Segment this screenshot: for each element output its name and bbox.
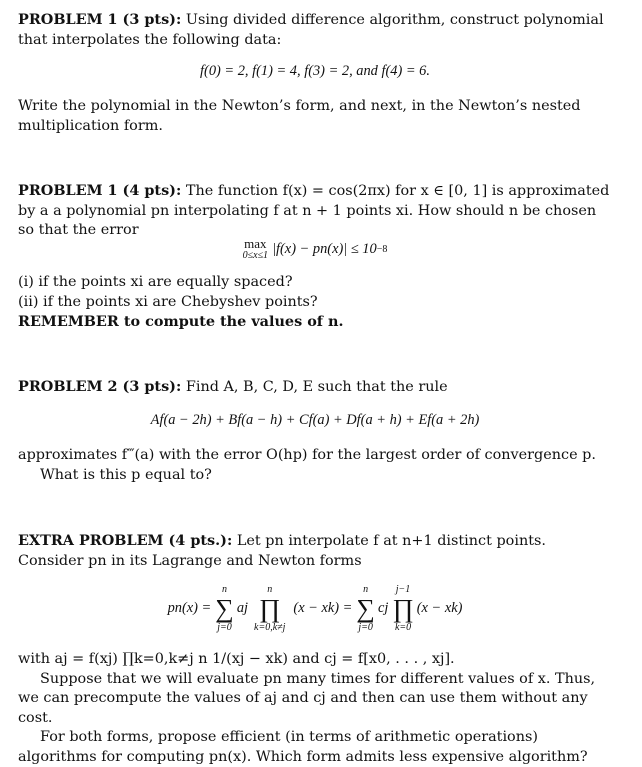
extra-paragraph-1: Suppose that we will evaluate pn many times for different values of x. Thus, we can precompute the values of aj and cj and then can use them without any cost. xyxy=(18,670,596,726)
problem-1-instructions-block xyxy=(18,97,612,136)
extra-problem-body xyxy=(18,650,612,767)
problem-2-question: What is this p equal to? xyxy=(40,466,212,483)
sum1-term: aj xyxy=(236,600,249,617)
prod2-pi: ∏ xyxy=(392,594,414,623)
problem-2-intro: Find A, B, C, D, E such that the rule xyxy=(185,379,448,395)
problem-1b-parts xyxy=(18,273,612,332)
prod2-lower: k=0 xyxy=(394,622,412,633)
problem-1-intro-paragraph xyxy=(18,10,612,50)
max-range: 0≤x≤1 xyxy=(242,250,269,261)
extra-paragraph-2: For both forms, propose efficient (in terms of arithmetic operations) algorithms for computing pn(x). Which form admits less expensive algorithm? xyxy=(18,729,588,765)
problem-1b-intro-paragraph xyxy=(18,181,612,241)
interpolation-data: f(0) = 2, f(1) = 4, f(3) = 2, and f(4) = 6. xyxy=(200,63,430,79)
error-expression: |f(x) − pn(x)| ≤ 10 xyxy=(272,241,377,258)
prod1-upper: n xyxy=(267,584,273,595)
extra-problem-section xyxy=(18,531,612,571)
extra-problem-intro: Let pn interpolate f at n+1 distinct points. Consider pn in its Lagrange and Newton forms xyxy=(18,533,546,569)
max-operator xyxy=(243,238,268,262)
prod1-pi: ∏ xyxy=(259,594,281,623)
problem-2-intro-paragraph xyxy=(18,377,612,398)
max-label: max xyxy=(244,236,267,251)
problem-1-data-line xyxy=(18,62,612,82)
problem-1-heading: PROBLEM 1 (3 pts): xyxy=(18,11,182,28)
extra-problem-intro-paragraph xyxy=(18,531,612,571)
problem-1-section xyxy=(18,10,612,50)
error-bound-formula xyxy=(18,238,612,262)
problem-2-approx-block xyxy=(18,446,612,485)
difference-rule xyxy=(18,411,612,431)
sum-operator-2 xyxy=(356,584,375,634)
sum2-term: cj xyxy=(377,600,389,617)
problem-1-instructions: Write the polynomial in the Newton’s form, and next, in the Newton’s nested multiplication form. xyxy=(18,98,581,134)
remember-note: REMEMBER to compute the values of n. xyxy=(18,313,344,330)
problem-1b-heading: PROBLEM 1 (4 pts): xyxy=(18,182,182,199)
problem-2-approx: approximates f‴(a) with the error O(hp) for the largest order of convergence p. xyxy=(18,447,596,463)
prod2-term: (x − xk) xyxy=(416,600,463,617)
extra-problem-heading: EXTRA PROBLEM (4 pts.): xyxy=(18,532,233,549)
sum2-lower: j=0 xyxy=(358,622,373,633)
problem-2-heading: PROBLEM 2 (3 pts): xyxy=(18,378,182,395)
prod1-term: (x − xk) = xyxy=(293,600,353,617)
prod2-upper: j−1 xyxy=(395,584,411,595)
sum2-upper: n xyxy=(363,584,369,595)
lagrange-newton-formula xyxy=(18,584,612,634)
problem-1b-intro: The function f(x) = cos(2πx) for x ∈ [0, 1] is approximated by a a polynomial pn interpolating f at n + 1 points xi. How should n be chosen so that the error xyxy=(18,183,610,238)
problem-2-section xyxy=(18,377,612,398)
sum-operator-1 xyxy=(215,584,234,634)
error-exponent: −8 xyxy=(376,244,388,256)
formula-lhs: pn(x) = xyxy=(167,600,212,617)
difference-rule-expression: Af(a − 2h) + Bf(a − h) + Cf(a) + Df(a + h) + Ef(a + 2h) xyxy=(150,412,480,428)
part-ii: (ii) if the points xi are Chebyshev points? xyxy=(18,293,318,310)
problem-1-intro: Using divided difference algorithm, construct polynomial that interpolates the following data: xyxy=(18,12,604,48)
product-operator-1 xyxy=(254,584,285,634)
coefficient-definitions: with aj = f(xj) ∏k=0,k≠j n 1/(xj − xk) and cj = f[x0, . . . , xj]. xyxy=(18,651,455,667)
prod1-lower: k=0,k≠j xyxy=(254,622,286,633)
part-i: (i) if the points xi are equally spaced? xyxy=(18,274,293,290)
sum1-upper: n xyxy=(222,584,228,595)
product-operator-2 xyxy=(392,584,413,634)
sum1-lower: j=0 xyxy=(217,622,232,633)
problem-1b-section xyxy=(18,181,612,241)
sum2-sigma: ∑ xyxy=(356,594,375,623)
sum1-sigma: ∑ xyxy=(215,594,234,623)
